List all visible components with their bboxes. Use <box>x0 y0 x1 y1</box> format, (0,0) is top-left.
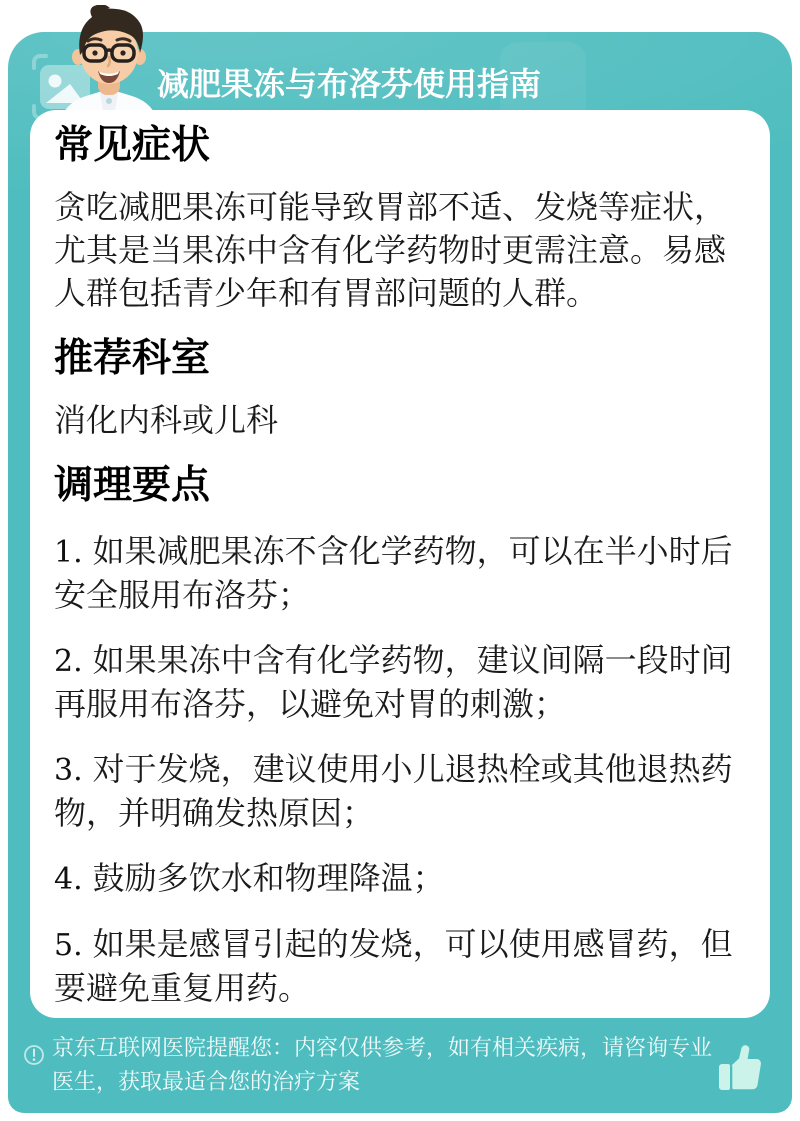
section-heading-department: 推荐科室 <box>54 337 211 380</box>
care-item-1-text: 如果减肥果冻不含化学药物，可以在半小时后安全服用布洛芬； <box>54 533 733 613</box>
section-heading-symptoms: 常见症状 <box>54 124 211 167</box>
symptoms-paragraph: 贪吃减肥果冻可能导致胃部不适、发烧等症状，尤其是当果冻中含有化学药物时更需注意。易感人群包括青少年和有胃部问题的人群。 <box>54 189 727 311</box>
section-heading-care: 调理要点 <box>54 464 211 507</box>
care-item-4 <box>54 857 744 901</box>
care-item-1 <box>54 530 744 617</box>
guide-card-container <box>8 32 792 1113</box>
care-item-1-number: 1. <box>54 535 83 570</box>
care-item-4-number: 4. <box>54 862 83 897</box>
page-title: 减肥果冻与布洛芬使用指南 <box>157 66 542 102</box>
disclaimer-text: 京东互联网医院提醒您：内容仅供参考，如有相关疾病，请咨询专业医生，获取最适合您的治疗方案 <box>52 1035 713 1094</box>
content-card <box>30 110 770 1018</box>
care-item-2-text: 如果果冻中含有化学药物，建议间隔一段时间再服用布洛芬，以避免对胃的刺激； <box>54 642 733 722</box>
care-item-3 <box>54 748 744 835</box>
thumbs-up-icon[interactable] <box>714 1042 764 1094</box>
care-item-2 <box>54 639 744 726</box>
care-item-4-text: 鼓励多饮水和物理降温； <box>92 860 445 896</box>
care-item-3-text: 对于发烧，建议使用小儿退热栓或其他退热药物，并明确发热原因； <box>54 751 733 831</box>
care-item-5-text: 如果是感冒引起的发烧，可以使用感冒药，但要避免重复用药。 <box>54 926 733 1006</box>
care-item-2-number: 2. <box>54 644 83 679</box>
header <box>8 32 792 110</box>
disclaimer-footer <box>8 1018 792 1113</box>
care-item-5-number: 5. <box>54 928 83 963</box>
care-item-3-number: 3. <box>54 753 83 788</box>
info-icon <box>23 1044 45 1066</box>
department-paragraph: 消化内科或儿科 <box>54 402 279 438</box>
care-item-5 <box>54 923 744 1010</box>
